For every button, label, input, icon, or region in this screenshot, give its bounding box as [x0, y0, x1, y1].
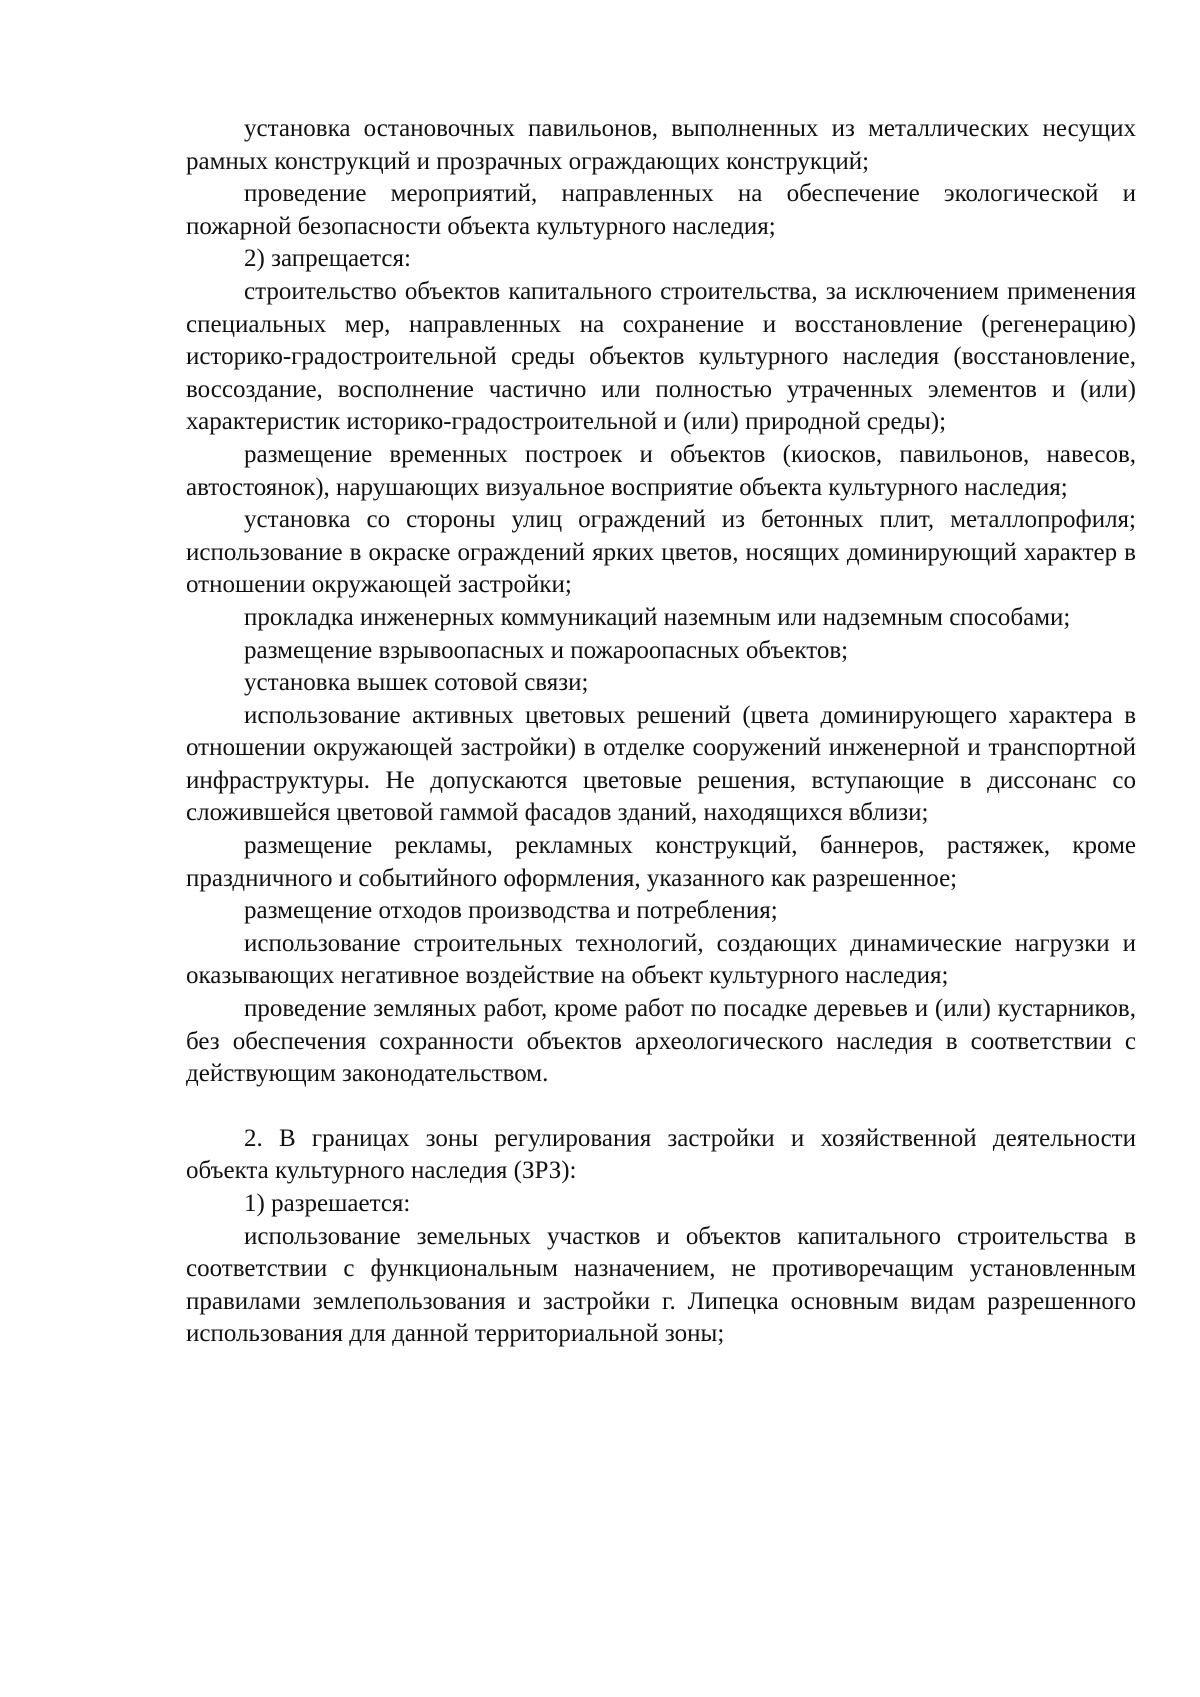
paragraph-permitted-heading: 1) разрешается: — [244, 1190, 411, 1217]
paragraph-bus-shelters: установка остановочных павильонов, выполненных из металлических несущих рамных конструкций и прозрачных ограждающих конструкций; — [186, 115, 1136, 175]
paragraph-utilities: прокладка инженерных коммуникаций наземным или надземным способами; — [244, 603, 1071, 631]
paragraph-waste: размещение отходов производства и потребления; — [244, 897, 778, 925]
paragraph-hazardous-objects: размещение взрывоопасных и пожароопасных объектов; — [244, 636, 849, 664]
paragraph-earthworks: проведение земляных работ, кроме работ по посадке деревьев и (или) кустарников, без обеспечения сохранности объектов археологического наследия в соответствии с действующим законодательством. — [186, 995, 1136, 1088]
paragraph-cell-towers: установка вышек сотовой связи; — [244, 669, 589, 697]
document-body — [186, 113, 1136, 1351]
paragraph-color-solutions: использование активных цветовых решений (цвета доминирующего характера в отношении окружающей застройки) в отделке сооружений инженерной и транспортной инфраструктуры. Не допускаются цветовые решения, вступающие в диссонанс со сложившейся цветовой гаммой фасадов зданий, находящихся вблизи; — [186, 701, 1136, 827]
paragraph-fences: установка со стороны улиц ограждений из бетонных плит, металлопрофиля; использование в окраске ограждений ярких цветов, носящих доминирующий характер в отношении окружающей застройки; — [186, 506, 1136, 599]
paragraph-prohibited-heading: 2) запрещается: — [244, 245, 411, 273]
paragraph-construction-tech: использование строительных технологий, создающих динамические нагрузки и оказывающих негативное воздействие на объект культурного наследия; — [186, 929, 1136, 990]
paragraph-section-2: 2. В границах зоны регулирования застройки и хозяйственной деятельности объекта культурного наследия (ЗРЗ): — [186, 1124, 1136, 1185]
paragraph-advertising: размещение рекламы, рекламных конструкций, баннеров, растяжек, кроме праздничного и событийного оформления, указанного как разрешенное; — [186, 832, 1136, 892]
paragraph-safety-measures: проведение мероприятий, направленных на обеспечение экологической и пожарной безопасности объекта культурного наследия; — [186, 180, 1136, 240]
paragraph-land-use: использование земельных участков и объектов капитального строительства в соответствии с функциональным назначением, не противоречащим установленным правилами землепользования и застройки г. Липецка основным видам разрешенного использования для данной территориальной зоны; — [186, 1222, 1136, 1348]
paragraph-capital-construction: строительство объектов капитального строительства, за исключением применения специальных мер, направленных на сохранение и восстановление (регенерацию) историко-градостроительной среды объектов культурного наследия (восстановление, воссоздание, восполнение частично или полностью утраченных элементов и (или) характеристик историко-градостроительной и (или) природной среды); — [186, 277, 1136, 436]
paragraph-temporary-buildings: размещение временных построек и объектов (киосков, павильонов, навесов, автостоянок), нарушающих визуальное восприятие объекта культурного наследия; — [186, 440, 1136, 501]
